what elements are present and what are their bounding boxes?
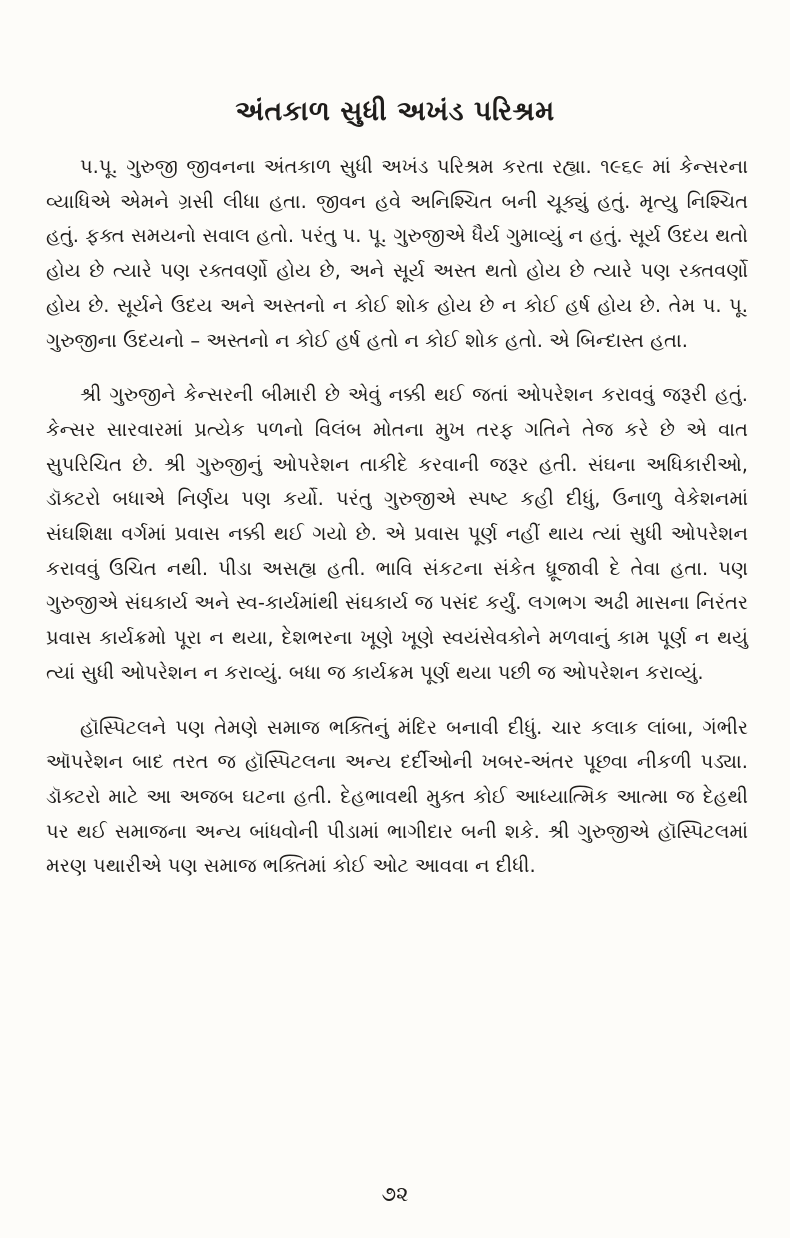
paragraph-2: શ્રી ગુરુજીને કેન્સરની બીમારી છે એવું નક્કી થઈ જતાં ઓપરેશન કરાવવું જરૂરી હતું. કેન્સર સારવારમાં પ્રત્યેક પળનો વિલંબ મોતના મુખ તરફ ગતિને તેજ કરે છે એ વાત સુપરિચિત છે. શ્રી ગુરુજીનું ઓપરેશન તાકીદે કરવાની જરૂર હતી. સંઘના અધિકારીઓ, ડૉક્ટરો બધાએ નિર્ણય પણ કર્યો. પરંતુ ગુરુજીએ સ્પષ્ટ કહી દીધું, ઉનાળુ વેકેશનમાં સંઘશિક્ષા વર્ગમાં પ્રવાસ નક્કી થઈ ગયો છે. એ પ્રવાસ પૂર્ણ નહીં થાય ત્યાં સુધી ઓપરેશન કરાવવું ઉચિત નથી. પીડા અસહ્ય હતી. ભાવિ સંકટના સંકેત ધ્રૂજાવી દે તેવા હતા. પણ ગુરુજીએ સંઘકાર્ય અને સ્વ-કાર્યમાંથી સંઘકાર્ય જ પસંદ કર્યું. લગભગ અઢી માસના નિરંતર પ્રવાસ કાર્યક્રમો પૂરા ન થયા, દેશભરના ખૂણે ખૂણે સ્વયંસેવકોને મળવાનું કામ પૂર્ણ ન થયું ત્યાં સુધી ઓપરેશન ન કરાવ્યું. બધા જ કાર્યક્રમ પૂર્ણ થયા પછી જ ઓપરેશન કરાવ્યું.: [46, 383, 748, 684]
page-number: ૭૨: [381, 1182, 409, 1206]
paragraph-3: હૉસ્પિટલને પણ તેમણે સમાજ ભક્તિનું મંદિર બનાવી દીધું. ચાર કલાક લાંબા, ગંભીર ઑપરેશન બાદ તરત જ હૉસ્પિટલના અન્ય દર્દીઓની ખબર-અંતર પૂછવા નીકળી પડ્યા. ડૉક્ટરો માટે આ અજબ ઘટના હતી. દેહભાવથી મુક્ત કોઈ આધ્યાત્મિક આત્મા જ દેહથી પર થઈ સમાજના અન્ય બાંધવોની પીડામાં ભાગીદાર બની શકે. શ્રી ગુરુજીએ હૉસ્પિટલમાં મરણ પથારીએ પણ સમાજ ભક્તિમાં કોઈ ઓટ આવવા ન દીધી.: [46, 715, 748, 878]
chapter-title: અંતકાળ સુધી અખંડ પરિશ્રમ: [235, 96, 555, 127]
paragraph-1: પ.પૂ. ગુરુજી જીવનના અંતકાળ સુધી અખંડ પરિશ્રમ કરતા રહ્યા. ૧૯૬૯ માં કેન્સરના વ્યાધિએ એમને ગ્રસી લીધા હતા. જીવન હવે અનિશ્ચિત બની ચૂક્યું હતું. મૃત્યુ નિશ્ચિત હતું. ફક્ત સમયનો સવાલ હતો. પરંતુ પ. પૂ. ગુરુજીએ ધૈર્ય ગુમાવ્યું ન હતું. સૂર્ય ઉદય થતો હોય છે ત્યારે પણ રક્તવર્ણો હોય છે, અને સૂર્ય અસ્ત થતો હોય છે ત્યારે પણ રક્તવર્ણો હોય છે. સૂર્યને ઉદય અને અસ્તનો ન કોઈ શોક હોય છે ન કોઈ હર્ષ હોય છે. તેમ પ. પૂ. ગુરુજીના ઉદયનો – અસ્તનો ન કોઈ હર્ષ હતો ન કોઈ શોક હતો. એ બિન્દાસ્ત હતા.: [46, 155, 748, 352]
body-text: [46, 150, 748, 904]
